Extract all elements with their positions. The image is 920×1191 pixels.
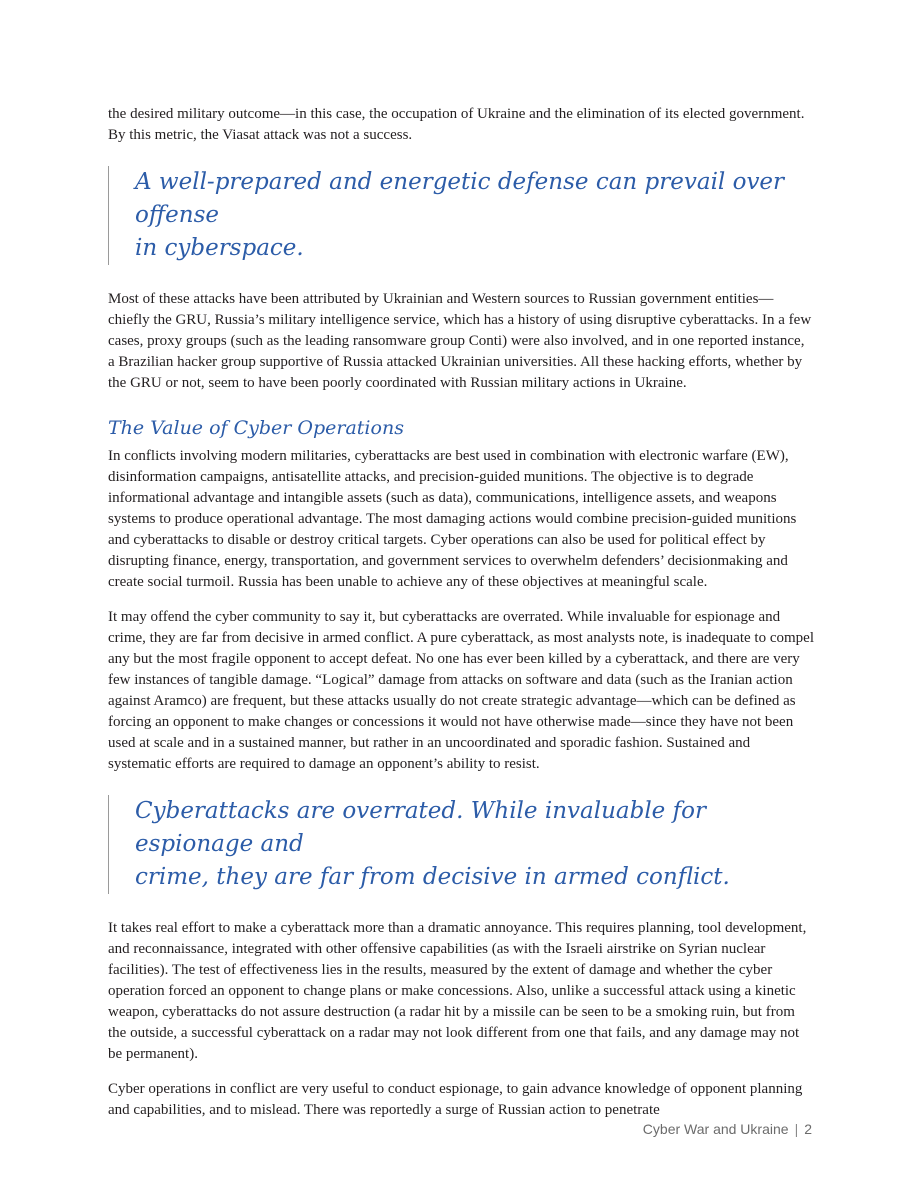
pull-quote-line: crime, they are far from decisive in armed conflict. <box>135 864 730 890</box>
pull-quote-line: in cyberspace. <box>135 235 304 261</box>
paragraph-attribution: Most of these attacks have been attributed by Ukrainian and Western sources to Russian government entities—chiefly the GRU, Russia’s military intelligence service, which has a history of using disruptive cyberattacks. In a few cases, proxy groups (such as the leading ransomware group Conti) were also involved, and in one reported instance, a Brazilian hacker group supportive of Russia attacked Ukrainian universities. All these hacking efforts, whether by the GRU or not, seem to have been poorly coordinated with Russian military actions in Ukraine. <box>108 291 812 391</box>
footer-title: Cyber War and Ukraine <box>642 1121 789 1137</box>
paragraph-modern-conflict: In conflicts involving modern militaries, cyberattacks are best used in combination with electronic warfare (EW), disinformation campaigns, antisatellite attacks, and precision-guided munitions. The objective is to degrade informational advantage and intangible assets (such as data), communications, intelligence assets, and weapons systems to produce operational advantage. The most damaging actions would combine precision-guided munitions and cyberattacks to disable or destroy critical targets. Cyber operations can also be used for political effect by disrupting finance, energy, transportation, and government services to overwhelm defenders’ decisionmaking and create social turmoil. Russia has been unable to achieve any of these objectives at meaningful scale. <box>108 448 797 590</box>
paragraph-overrated: It may offend the cyber community to say it, but cyberattacks are overrated. While invaluable for espionage and crime, they are far from decisive in armed conflict. A pure cyberattack, as most analysts note, is inadequate to compel any but the most fragile opponent to accept defeat. No one has ever been killed by a cyberattack, and there are very few instances of tangible damage. “Logical” damage from attacks on software and data (such as the Iranian action against Aramco) are frequent, but these attacks usually do not create strategic advantage—which can be defined as forcing an opponent to make changes or concessions it would not have otherwise made—since they have not been used at scale and in a sustained manner, but rather in an uncoordinated and sporadic fashion. Sustained and systematic efforts are required to damage an opponent’s ability to resist. <box>108 609 814 772</box>
pull-quote-line: Cyberattacks are overrated. While invaluable for espionage and <box>135 798 706 857</box>
page-number: 2 <box>804 1121 812 1137</box>
pull-quote-line: A well-prepared and energetic defense can prevail over offense <box>135 169 785 228</box>
document-page <box>108 104 814 1135</box>
section-heading: The Value of Cyber Operations <box>108 417 404 439</box>
page-footer <box>643 1121 812 1137</box>
pull-quote-defense <box>108 166 814 265</box>
footer-separator: | <box>794 1121 799 1137</box>
paragraph-continuation: the desired military outcome—in this case, the occupation of Ukraine and the elimination of its elected government. By this metric, the Viasat attack was not a success. <box>108 106 805 143</box>
paragraph-espionage: Cyber operations in conflict are very useful to conduct espionage, to gain advance knowledge of opponent planning and capabilities, and to mislead. There was reportedly a surge of Russian action to penetrate <box>108 1081 803 1118</box>
paragraph-real-effort: It takes real effort to make a cyberattack more than a dramatic annoyance. This requires planning, tool development, and reconnaissance, integrated with other offensive capabilities (as with the Israeli airstrike on Syrian nuclear facilities). The test of effectiveness lies in the results, measured by the extent of damage and whether the cyber operation forced an opponent to change plans or make concessions. Also, unlike a successful attack using a kinetic weapon, cyberattacks do not assure destruction (a radar hit by a missile can be seen to be a smoking ruin, but from the outside, a successful cyberattack on a radar may not look different from one that fails, and any damage may not be permanent). <box>108 920 807 1062</box>
pull-quote-overrated <box>108 795 814 894</box>
